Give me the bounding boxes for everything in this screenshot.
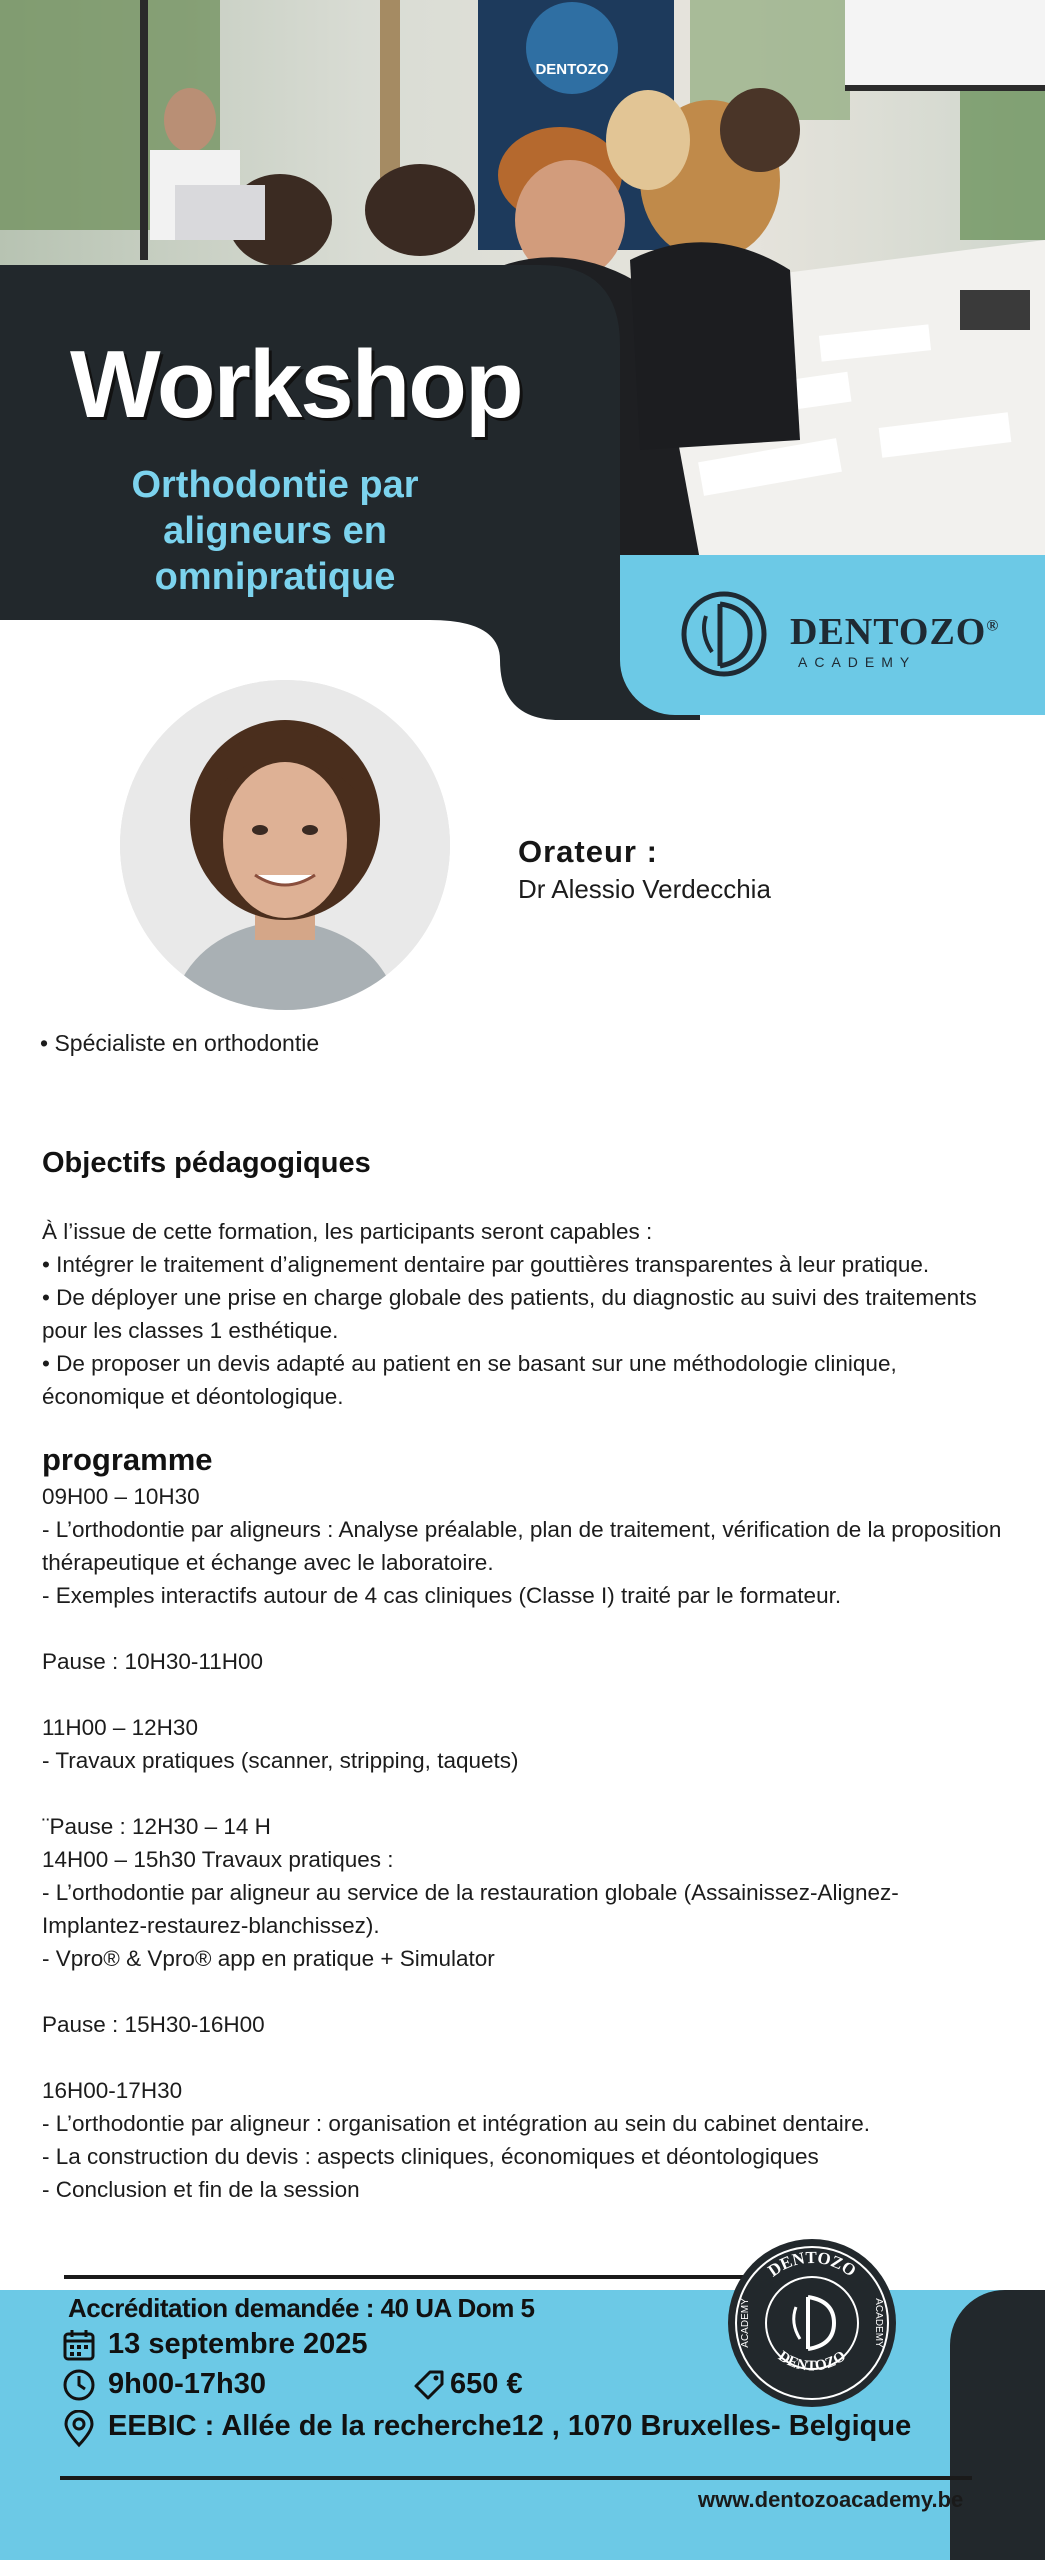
objectives-title: Objectifs pédagogiques bbox=[42, 1147, 371, 1179]
objectives-line: • De proposer un devis adapté au patient en se basant sur une méthodologie clinique, économique et déontologique. bbox=[42, 1351, 897, 1409]
program-text bbox=[42, 1480, 1002, 2206]
program-line: - Vpro® & Vpro® app en pratique + Simulator bbox=[42, 1946, 495, 1971]
svg-text:DENTOZO: DENTOZO bbox=[764, 2247, 860, 2281]
program-line: - L’orthodontie par aligneurs : Analyse préalable, plan de traitement, vérification de la proposition thérapeutique et échange avec le laboratoire. bbox=[42, 1517, 1002, 1575]
website-link[interactable]: www.dentozoacademy.be bbox=[698, 2487, 964, 2512]
event-date: 13 septembre 2025 bbox=[108, 2328, 368, 2360]
price-tag-icon bbox=[412, 2368, 446, 2402]
objectives-line: • Intégrer le traitement d’alignement dentaire par gouttières transparentes à leur pratique. bbox=[42, 1252, 930, 1277]
brand-subtitle: ACADEMY bbox=[798, 654, 917, 670]
program-line: - La construction du devis : aspects cliniques, économiques et déontologiques bbox=[42, 2144, 819, 2169]
svg-text:DENTOZO: DENTOZO bbox=[775, 2348, 849, 2375]
clock-icon bbox=[62, 2368, 96, 2402]
program-line: ¨Pause : 12H30 – 14 H bbox=[42, 1814, 271, 1839]
program-line: - L’orthodontie par aligneur au service de la restauration globale (Assainissez-Alignez-Implantez-restaurez-blanchissez). bbox=[42, 1880, 899, 1938]
program-line: 16H00-17H30 bbox=[42, 2078, 183, 2103]
program-line: 14H00 – 15h30 Travaux pratiques : bbox=[42, 1847, 394, 1872]
workshop-title: Workshop bbox=[70, 331, 522, 438]
speaker-name: Dr Alessio Verdecchia bbox=[518, 874, 771, 904]
event-price: 650 € bbox=[450, 2368, 523, 2400]
program-line: Pause : 10H30-11H00 bbox=[42, 1649, 263, 1674]
program-line: 11H00 – 12H30 bbox=[42, 1715, 198, 1740]
program-line: - Conclusion et fin de la session bbox=[42, 2177, 360, 2202]
objectives-line: À l’issue de cette formation, les participants seront capables : bbox=[42, 1219, 653, 1244]
svg-text:ACADEMY: ACADEMY bbox=[873, 2298, 884, 2348]
objectives-text bbox=[42, 1215, 1002, 1413]
event-address: EEBIC : Allée de la recherche12 , 1070 Bruxelles- Belgique bbox=[108, 2410, 912, 2442]
svg-text:DENTOZO: DENTOZO bbox=[535, 61, 609, 78]
program-line: 09H00 – 10H30 bbox=[42, 1484, 200, 1509]
footer-dark-shape bbox=[950, 2290, 1045, 2560]
speaker-portrait bbox=[120, 680, 450, 1010]
program-line: Pause : 15H30-16H00 bbox=[42, 2012, 265, 2037]
header bbox=[0, 0, 1045, 720]
event-time: 9h00-17h30 bbox=[108, 2368, 266, 2400]
accreditation: Accréditation demandée : 40 UA Dom 5 bbox=[68, 2293, 535, 2323]
location-pin-icon bbox=[62, 2410, 96, 2448]
workshop-subtitle: Orthodontie par aligneurs en omnipratique bbox=[131, 464, 419, 598]
speaker-specialty: • Spécialiste en orthodontie bbox=[40, 1030, 320, 1056]
footer-divider-top bbox=[64, 2275, 744, 2279]
svg-text:ACADEMY: ACADEMY bbox=[740, 2298, 751, 2348]
footer-divider-bottom bbox=[60, 2476, 972, 2480]
dentozo-seal bbox=[726, 2237, 898, 2409]
speaker-label: Orateur : bbox=[518, 834, 658, 869]
program-title: programme bbox=[42, 1442, 213, 1477]
objectives-line: • De déployer une prise en charge globale des patients, du diagnostic au suivi des traitements pour les classes 1 esthétique. bbox=[42, 1285, 977, 1343]
brand-logo bbox=[676, 578, 1006, 688]
calendar-icon bbox=[62, 2328, 96, 2362]
dentozo-logo-icon bbox=[676, 586, 772, 682]
program-line: - Travaux pratiques (scanner, stripping, taquets) bbox=[42, 1748, 519, 1773]
program-line: - L’orthodontie par aligneur : organisation et intégration au sein du cabinet dentaire. bbox=[42, 2111, 871, 2136]
brand-name: DENTOZO® bbox=[790, 611, 1000, 653]
program-line: - Exemples interactifs autour de 4 cas cliniques (Classe I) traité par le formateur. bbox=[42, 1583, 842, 1608]
